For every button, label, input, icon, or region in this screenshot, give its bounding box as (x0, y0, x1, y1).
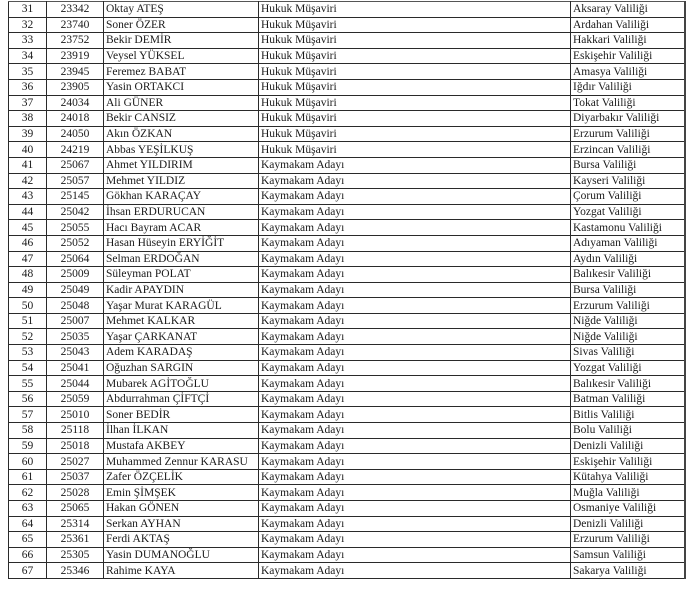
position-title-cell: Kaymakam Adayı (259, 204, 571, 220)
registry-id-cell: 24018 (47, 111, 104, 127)
full-name-cell: Süleyman POLAT (104, 267, 259, 283)
full-name-cell: Adem KARADAŞ (104, 345, 259, 361)
table-row (9, 64, 686, 80)
assigned-governorship-cell: Hakkari Valiliği (571, 33, 686, 49)
registry-id-cell: 25064 (47, 251, 104, 267)
assigned-governorship-cell: Eskişehir Valiliği (571, 48, 686, 64)
full-name-cell: Soner ÖZER (104, 17, 259, 33)
registry-id-cell: 25049 (47, 282, 104, 298)
row-number-cell: 39 (9, 126, 47, 142)
full-name-cell: Mehmet KALKAR (104, 313, 259, 329)
registry-id-cell: 25346 (47, 563, 104, 579)
assigned-governorship-cell: Denizli Valiliği (571, 516, 686, 532)
registry-id-cell: 23945 (47, 64, 104, 80)
table-row (9, 391, 686, 407)
row-number-cell: 41 (9, 157, 47, 173)
registry-id-cell: 24050 (47, 126, 104, 142)
position-title-cell: Kaymakam Adayı (259, 438, 571, 454)
full-name-cell: Yasin DUMANOĞLU (104, 547, 259, 563)
assigned-governorship-cell: Bitlis Valiliği (571, 407, 686, 423)
registry-id-cell: 25314 (47, 516, 104, 532)
assigned-governorship-cell: Bolu Valiliği (571, 423, 686, 439)
row-number-cell: 50 (9, 298, 47, 314)
full-name-cell: Soner BEDİR (104, 407, 259, 423)
assigned-governorship-cell: Aydın Valiliği (571, 251, 686, 267)
assigned-governorship-cell: Erzurum Valiliği (571, 532, 686, 548)
assigned-governorship-cell: Balıkesir Valiliği (571, 376, 686, 392)
position-title-cell: Kaymakam Adayı (259, 391, 571, 407)
position-title-cell: Kaymakam Adayı (259, 173, 571, 189)
table-row (9, 95, 686, 111)
position-title-cell: Kaymakam Adayı (259, 485, 571, 501)
row-number-cell: 45 (9, 220, 47, 236)
row-number-cell: 47 (9, 251, 47, 267)
assigned-governorship-cell: Yozgat Valiliği (571, 204, 686, 220)
assigned-governorship-cell: Amasya Valiliği (571, 64, 686, 80)
position-title-cell: Hukuk Müşaviri (259, 142, 571, 158)
assigned-governorship-cell: Ardahan Valiliği (571, 17, 686, 33)
full-name-cell: Bekir CANSIZ (104, 111, 259, 127)
row-number-cell: 53 (9, 345, 47, 361)
registry-id-cell: 25052 (47, 235, 104, 251)
assigned-governorship-cell: Eskişehir Valiliği (571, 454, 686, 470)
table-row (9, 438, 686, 454)
full-name-cell: Zafer ÖZÇELİK (104, 469, 259, 485)
full-name-cell: Muhammed Zennur KARASU (104, 454, 259, 470)
registry-id-cell: 23905 (47, 79, 104, 95)
position-title-cell: Kaymakam Adayı (259, 407, 571, 423)
position-title-cell: Hukuk Müşaviri (259, 33, 571, 49)
position-title-cell: Kaymakam Adayı (259, 501, 571, 517)
position-title-cell: Kaymakam Adayı (259, 329, 571, 345)
assignment-table (8, 1, 686, 579)
table-row (9, 157, 686, 173)
assigned-governorship-cell: Kastamonu Valiliği (571, 220, 686, 236)
row-number-cell: 46 (9, 235, 47, 251)
row-number-cell: 40 (9, 142, 47, 158)
document-page (8, 1, 686, 579)
registry-id-cell: 25065 (47, 501, 104, 517)
registry-id-cell: 25041 (47, 360, 104, 376)
row-number-cell: 66 (9, 547, 47, 563)
position-title-cell: Hukuk Müşaviri (259, 95, 571, 111)
table-row (9, 345, 686, 361)
registry-id-cell: 25361 (47, 532, 104, 548)
row-number-cell: 52 (9, 329, 47, 345)
registry-id-cell: 25018 (47, 438, 104, 454)
full-name-cell: Yaşar Murat KARAGÜL (104, 298, 259, 314)
assigned-governorship-cell: Niğde Valiliği (571, 313, 686, 329)
full-name-cell: Mustafa AKBEY (104, 438, 259, 454)
position-title-cell: Kaymakam Adayı (259, 469, 571, 485)
assigned-governorship-cell: Çorum Valiliği (571, 189, 686, 205)
table-row (9, 532, 686, 548)
row-number-cell: 59 (9, 438, 47, 454)
table-row (9, 485, 686, 501)
table-row (9, 376, 686, 392)
registry-id-cell: 25009 (47, 267, 104, 283)
full-name-cell: Serkan AYHAN (104, 516, 259, 532)
position-title-cell: Kaymakam Adayı (259, 376, 571, 392)
position-title-cell: Kaymakam Adayı (259, 157, 571, 173)
table-row (9, 516, 686, 532)
assigned-governorship-cell: Aksaray Valiliği (571, 2, 686, 18)
assigned-governorship-cell: Sakarya Valiliği (571, 563, 686, 579)
row-number-cell: 35 (9, 64, 47, 80)
row-number-cell: 64 (9, 516, 47, 532)
table-row (9, 501, 686, 517)
position-title-cell: Kaymakam Adayı (259, 423, 571, 439)
assigned-governorship-cell: Erzurum Valiliği (571, 298, 686, 314)
assigned-governorship-cell: Yozgat Valiliği (571, 360, 686, 376)
full-name-cell: Ferdi AKTAŞ (104, 532, 259, 548)
table-row (9, 454, 686, 470)
table-row (9, 547, 686, 563)
row-number-cell: 33 (9, 33, 47, 49)
assigned-governorship-cell: Bursa Valiliği (571, 282, 686, 298)
position-title-cell: Kaymakam Adayı (259, 235, 571, 251)
table-row (9, 220, 686, 236)
position-title-cell: Hukuk Müşaviri (259, 126, 571, 142)
registry-id-cell: 24034 (47, 95, 104, 111)
table-row (9, 298, 686, 314)
table-row (9, 111, 686, 127)
full-name-cell: Oktay ATEŞ (104, 2, 259, 18)
position-title-cell: Kaymakam Adayı (259, 563, 571, 579)
row-number-cell: 67 (9, 563, 47, 579)
position-title-cell: Hukuk Müşaviri (259, 48, 571, 64)
registry-id-cell: 25067 (47, 157, 104, 173)
table-row (9, 407, 686, 423)
table-row (9, 423, 686, 439)
row-number-cell: 38 (9, 111, 47, 127)
row-number-cell: 63 (9, 501, 47, 517)
row-number-cell: 58 (9, 423, 47, 439)
position-title-cell: Kaymakam Adayı (259, 547, 571, 563)
row-number-cell: 51 (9, 313, 47, 329)
position-title-cell: Hukuk Müşaviri (259, 111, 571, 127)
position-title-cell: Hukuk Müşaviri (259, 17, 571, 33)
table-row (9, 267, 686, 283)
assigned-governorship-cell: Osmaniye Valiliği (571, 501, 686, 517)
table-row (9, 313, 686, 329)
row-number-cell: 49 (9, 282, 47, 298)
assigned-governorship-cell: Niğde Valiliği (571, 329, 686, 345)
table-row (9, 251, 686, 267)
assigned-governorship-cell: Samsun Valiliği (571, 547, 686, 563)
assigned-governorship-cell: Muğla Valiliği (571, 485, 686, 501)
row-number-cell: 44 (9, 204, 47, 220)
registry-id-cell: 25118 (47, 423, 104, 439)
full-name-cell: Selman ERDOĞAN (104, 251, 259, 267)
position-title-cell: Hukuk Müşaviri (259, 64, 571, 80)
table-row (9, 17, 686, 33)
full-name-cell: İhsan ERDURUCAN (104, 204, 259, 220)
full-name-cell: Yaşar ÇARKANAT (104, 329, 259, 345)
assigned-governorship-cell: Diyarbakır Valiliği (571, 111, 686, 127)
full-name-cell: Kadir APAYDIN (104, 282, 259, 298)
row-number-cell: 34 (9, 48, 47, 64)
assigned-governorship-cell: Batman Valiliği (571, 391, 686, 407)
registry-id-cell: 25035 (47, 329, 104, 345)
position-title-cell: Hukuk Müşaviri (259, 79, 571, 95)
position-title-cell: Kaymakam Adayı (259, 454, 571, 470)
assigned-governorship-cell: Kütahya Valiliği (571, 469, 686, 485)
full-name-cell: Yasin ORTAKCI (104, 79, 259, 95)
row-number-cell: 60 (9, 454, 47, 470)
row-number-cell: 65 (9, 532, 47, 548)
registry-id-cell: 25042 (47, 204, 104, 220)
assigned-governorship-cell: Denizli Valiliği (571, 438, 686, 454)
full-name-cell: Hacı Bayram ACAR (104, 220, 259, 236)
registry-id-cell: 25037 (47, 469, 104, 485)
registry-id-cell: 25044 (47, 376, 104, 392)
position-title-cell: Hukuk Müşaviri (259, 2, 571, 18)
full-name-cell: İlhan İLKAN (104, 423, 259, 439)
assigned-governorship-cell: Bursa Valiliği (571, 157, 686, 173)
registry-id-cell: 25043 (47, 345, 104, 361)
position-title-cell: Kaymakam Adayı (259, 282, 571, 298)
registry-id-cell: 23752 (47, 33, 104, 49)
position-title-cell: Kaymakam Adayı (259, 360, 571, 376)
position-title-cell: Kaymakam Adayı (259, 313, 571, 329)
position-title-cell: Kaymakam Adayı (259, 189, 571, 205)
full-name-cell: Gökhan KARAÇAY (104, 189, 259, 205)
row-number-cell: 54 (9, 360, 47, 376)
registry-id-cell: 25145 (47, 189, 104, 205)
table-row (9, 189, 686, 205)
full-name-cell: Mubarek AGİTOĞLU (104, 376, 259, 392)
assigned-governorship-cell: Tokat Valiliği (571, 95, 686, 111)
assigned-governorship-cell: Kayseri Valiliği (571, 173, 686, 189)
position-title-cell: Kaymakam Adayı (259, 516, 571, 532)
row-number-cell: 31 (9, 2, 47, 18)
registry-id-cell: 25059 (47, 391, 104, 407)
registry-id-cell: 25048 (47, 298, 104, 314)
row-number-cell: 57 (9, 407, 47, 423)
assigned-governorship-cell: Erzincan Valiliği (571, 142, 686, 158)
full-name-cell: Hasan Hüseyin ERYİĞİT (104, 235, 259, 251)
table-row (9, 563, 686, 579)
table-row (9, 469, 686, 485)
registry-id-cell: 25055 (47, 220, 104, 236)
full-name-cell: Oğuzhan SARGIN (104, 360, 259, 376)
registry-id-cell: 25057 (47, 173, 104, 189)
table-row (9, 48, 686, 64)
full-name-cell: Feremez BABAT (104, 64, 259, 80)
table-row (9, 2, 686, 18)
registry-id-cell: 25007 (47, 313, 104, 329)
registry-id-cell: 23919 (47, 48, 104, 64)
full-name-cell: Ali GÜNER (104, 95, 259, 111)
assigned-governorship-cell: Iğdır Valiliği (571, 79, 686, 95)
assigned-governorship-cell: Erzurum Valiliği (571, 126, 686, 142)
row-number-cell: 37 (9, 95, 47, 111)
full-name-cell: Akın ÖZKAN (104, 126, 259, 142)
registry-id-cell: 25010 (47, 407, 104, 423)
table-row (9, 235, 686, 251)
table-row (9, 142, 686, 158)
position-title-cell: Kaymakam Adayı (259, 251, 571, 267)
registry-id-cell: 25028 (47, 485, 104, 501)
table-row (9, 79, 686, 95)
row-number-cell: 32 (9, 17, 47, 33)
table-body (9, 2, 686, 579)
row-number-cell: 43 (9, 189, 47, 205)
full-name-cell: Abbas YEŞİLKUŞ (104, 142, 259, 158)
full-name-cell: Veysel YÜKSEL (104, 48, 259, 64)
position-title-cell: Kaymakam Adayı (259, 345, 571, 361)
position-title-cell: Kaymakam Adayı (259, 267, 571, 283)
full-name-cell: Hakan GÖNEN (104, 501, 259, 517)
row-number-cell: 36 (9, 79, 47, 95)
table-row (9, 126, 686, 142)
row-number-cell: 48 (9, 267, 47, 283)
position-title-cell: Kaymakam Adayı (259, 220, 571, 236)
row-number-cell: 55 (9, 376, 47, 392)
registry-id-cell: 25027 (47, 454, 104, 470)
row-number-cell: 62 (9, 485, 47, 501)
row-number-cell: 56 (9, 391, 47, 407)
table-row (9, 204, 686, 220)
assigned-governorship-cell: Balıkesir Valiliği (571, 267, 686, 283)
full-name-cell: Abdurrahman ÇİFTÇİ (104, 391, 259, 407)
registry-id-cell: 23342 (47, 2, 104, 18)
registry-id-cell: 25305 (47, 547, 104, 563)
table-row (9, 282, 686, 298)
position-title-cell: Kaymakam Adayı (259, 298, 571, 314)
table-row (9, 329, 686, 345)
full-name-cell: Ahmet YILDIRIM (104, 157, 259, 173)
row-number-cell: 61 (9, 469, 47, 485)
row-number-cell: 42 (9, 173, 47, 189)
registry-id-cell: 23740 (47, 17, 104, 33)
table-row (9, 360, 686, 376)
full-name-cell: Emin ŞİMŞEK (104, 485, 259, 501)
full-name-cell: Rahime KAYA (104, 563, 259, 579)
assigned-governorship-cell: Adıyaman Valiliği (571, 235, 686, 251)
full-name-cell: Mehmet YILDIZ (104, 173, 259, 189)
table-row (9, 173, 686, 189)
position-title-cell: Kaymakam Adayı (259, 532, 571, 548)
table-row (9, 33, 686, 49)
assigned-governorship-cell: Sivas Valiliği (571, 345, 686, 361)
registry-id-cell: 24219 (47, 142, 104, 158)
full-name-cell: Bekir DEMİR (104, 33, 259, 49)
